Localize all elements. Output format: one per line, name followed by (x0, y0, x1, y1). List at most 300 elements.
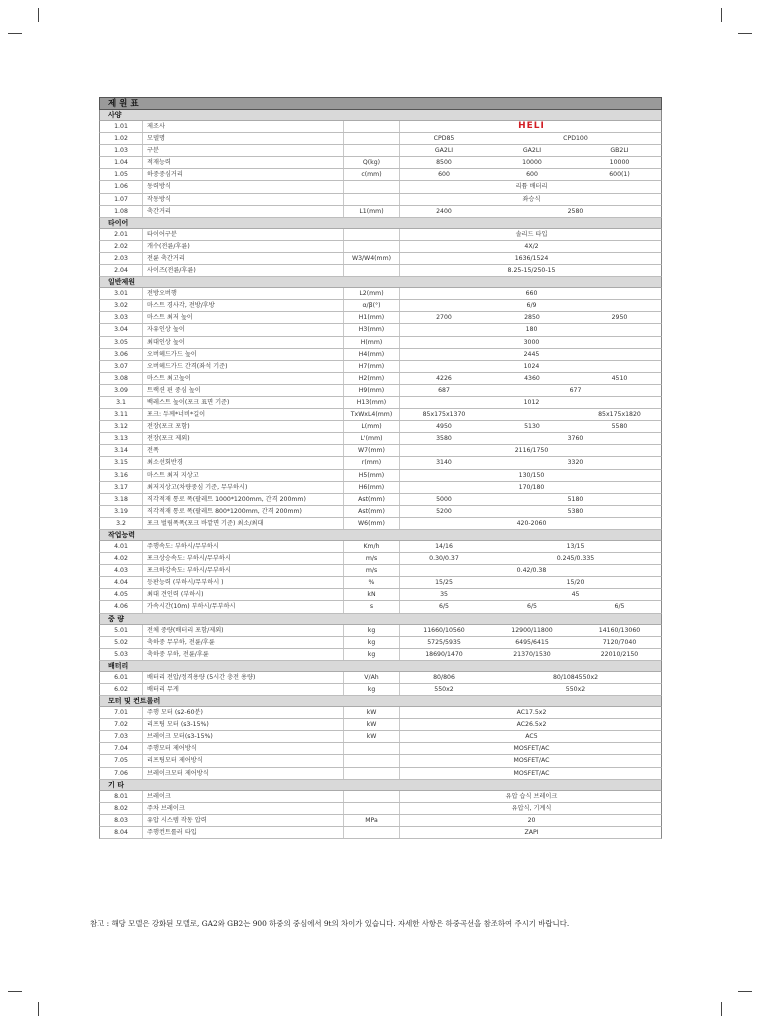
spec-unit: kW (343, 719, 400, 730)
spec-unit: kg (343, 637, 400, 648)
spec-unit: V/Ah (343, 672, 400, 683)
spec-number: 8.01 (114, 792, 128, 800)
spec-value: 6/5 (614, 603, 625, 611)
spec-unit: H5(mm) (343, 470, 400, 481)
spec-name: 전륜 축간거리 (142, 253, 343, 264)
spec-name: 포크상승속도: 부하시/무부하시 (142, 553, 343, 564)
spec-name: 직각적재 통로 폭(팔레트 800*1200mm, 간격 200mm) (142, 506, 343, 517)
spec-value: 5725/5935 (427, 638, 461, 646)
spec-value: 6/9 (526, 302, 537, 310)
spec-value: 20 (527, 816, 536, 824)
spec-unit (343, 265, 400, 276)
spec-number: 8.04 (114, 828, 128, 836)
spec-value: 2580 (567, 207, 584, 215)
spec-value: 1636/1524 (514, 254, 549, 262)
spec-value: 5130 (524, 423, 540, 431)
spec-value: 14160/13060 (598, 626, 641, 634)
spec-value: 3760 (567, 435, 584, 443)
spec-value: 5380 (567, 507, 584, 515)
spec-value: 2700 (436, 314, 452, 322)
spec-number: 1.05 (114, 171, 128, 179)
spec-number: 3.17 (114, 483, 128, 491)
spec-value: 660 (525, 290, 538, 298)
spec-value: 10000 (522, 159, 542, 167)
table-row (99, 672, 662, 684)
spec-number: 3.01 (114, 290, 128, 298)
table-row (99, 553, 662, 565)
spec-unit: kW (343, 731, 400, 742)
spec-value: 15/25 (435, 579, 453, 587)
table-row (99, 253, 662, 265)
spec-number: 3.13 (114, 435, 128, 443)
spec-unit (343, 755, 400, 766)
spec-unit: Km/h (343, 541, 400, 552)
spec-value: 10000 (609, 159, 630, 167)
table-row (99, 145, 662, 157)
spec-unit: kW (343, 707, 400, 718)
spec-unit: H13(mm) (343, 397, 400, 408)
spec-value: 2400 (436, 207, 452, 215)
spec-unit (343, 229, 400, 240)
table-row (99, 312, 662, 324)
spec-name: 축하중 부하, 전륜/후륜 (142, 649, 343, 660)
spec-value: 3580 (436, 435, 452, 443)
spec-name: 최소선회반경 (142, 457, 343, 468)
table-row (99, 421, 662, 433)
spec-value: 8.25-15/250-15 (507, 267, 556, 275)
spec-unit: kg (343, 649, 400, 660)
spec-name: 축하중 무부하, 전륜/후륜 (142, 637, 343, 648)
spec-number: 4.06 (114, 603, 128, 611)
spec-value: 1024 (523, 362, 540, 370)
spec-unit: L'(mm) (343, 433, 400, 444)
table-row (99, 601, 662, 613)
spec-name: 마스트 최고높이 (142, 373, 343, 384)
spec-name: 가속시간(10m) 부하시/무부하시 (142, 601, 343, 612)
spec-value: CPD85 (433, 135, 455, 143)
spec-value: 5180 (567, 495, 584, 503)
spec-number: 3.08 (114, 374, 128, 382)
spec-value: 좌승식 (522, 195, 541, 203)
spec-unit: H1(mm) (343, 312, 400, 323)
spec-value: 600 (526, 171, 538, 179)
table-row (99, 791, 662, 803)
table-row (99, 815, 662, 827)
spec-value: 5200 (436, 507, 452, 515)
spec-unit: α/β(°) (343, 300, 400, 311)
table-row (99, 194, 662, 206)
spec-value: 8500 (436, 159, 452, 167)
spec-name: 축간거리 (142, 206, 343, 217)
spec-number: 7.01 (114, 709, 128, 717)
spec-unit: kN (343, 589, 400, 600)
spec-value: 0.42/0.38 (516, 567, 547, 575)
spec-value: 2850 (524, 314, 540, 322)
spec-value: 14/16 (435, 543, 453, 550)
spec-number: 7.05 (114, 757, 128, 765)
spec-unit: Ast(mm) (343, 494, 400, 505)
spec-unit: H(mm) (343, 337, 400, 348)
spec-unit (343, 121, 400, 132)
table-row (99, 541, 662, 553)
spec-number: 5.03 (114, 650, 128, 658)
spec-value: 687 (438, 386, 450, 394)
section-header: 중 량 (99, 614, 662, 625)
spec-name: 전체 중량(배터리 포함/제외) (142, 625, 343, 636)
spec-name: 브레이크모터 제어방식 (142, 768, 343, 779)
spec-unit: kg (343, 684, 400, 695)
spec-value: 0.245/0.335 (556, 555, 595, 563)
spec-name: 리프팅 모터 (s3-15%) (142, 719, 343, 730)
spec-number: 7.06 (114, 769, 128, 777)
spec-value: 4510 (611, 374, 628, 382)
table-row (99, 206, 662, 218)
table-row (99, 755, 662, 767)
table-row (99, 337, 662, 349)
spec-value: 420-2060 (516, 519, 547, 527)
spec-unit (343, 791, 400, 802)
spec-name: 제조사 (142, 121, 343, 132)
spec-name: 하중중심거리 (142, 169, 343, 180)
spec-name: 오버헤드가드 높이 (142, 349, 343, 360)
spec-value: 550x2 (565, 685, 586, 693)
spec-number: 3.14 (114, 447, 128, 455)
spec-value: 600 (438, 171, 450, 179)
spec-value: GA2LI (434, 147, 454, 155)
spec-unit: H2(mm) (343, 373, 400, 384)
table-row (99, 684, 662, 696)
spec-unit: Q(kg) (343, 157, 400, 168)
spec-number: 4.05 (114, 591, 128, 599)
spec-value: 18690/1470 (425, 650, 463, 658)
table-row (99, 300, 662, 312)
section-header: 배터리 (99, 661, 662, 672)
spec-unit: L2(mm) (343, 288, 400, 299)
spec-name: 마스트 최저 높이 (142, 312, 343, 323)
table-row (99, 361, 662, 373)
table-row (99, 494, 662, 506)
table-row (99, 577, 662, 589)
spec-name: 주행속도: 부하시/무부하시 (142, 541, 343, 552)
spec-value: 0.30/0.37 (429, 555, 459, 563)
spec-value: 600(1) (609, 171, 630, 179)
spec-name: 최대 견인력 (부하시) (142, 589, 343, 600)
table-row (99, 518, 662, 530)
spec-name: 사이즈(전륜/후륜) (142, 265, 343, 276)
spec-name: 배터리 전압/정격용량 (5시간 충전 용량) (142, 672, 343, 683)
spec-name: 동력방식 (142, 181, 343, 192)
spec-value: 솔리드 타입 (515, 230, 548, 238)
spec-name: 타이어구분 (142, 229, 343, 240)
table-row (99, 482, 662, 494)
spec-name: 주차 브레이크 (142, 803, 343, 814)
spec-number: 2.04 (114, 267, 128, 275)
spec-value: 677 (569, 386, 582, 394)
spec-value: AC26.5x2 (516, 721, 547, 729)
table-row (99, 768, 662, 780)
spec-number: 6.01 (114, 673, 128, 681)
spec-value: 35 (440, 591, 448, 599)
section-header: 기 타 (99, 780, 662, 791)
spec-value: 6/5 (439, 603, 449, 611)
spec-value: 15/20 (566, 579, 585, 587)
spec-name: 구분 (142, 145, 343, 156)
spec-value: 3000 (523, 338, 540, 346)
spec-name: 포크하강속도: 부하시/무부하시 (142, 565, 343, 576)
table-row (99, 625, 662, 637)
spec-number: 1.04 (114, 159, 128, 167)
spec-unit: L(mm) (343, 421, 400, 432)
spec-number: 3.11 (114, 411, 128, 419)
spec-table (99, 97, 662, 839)
spec-name: 주행컨트롤러 타입 (142, 827, 343, 838)
section-header: 일반제원 (99, 277, 662, 288)
spec-value: 80/806 (433, 673, 455, 681)
spec-value: 80/1084550x2 (552, 673, 599, 681)
spec-name: 최저지상고(차량중심 기준, 무부하시) (142, 482, 343, 493)
spec-name: 적재능력 (142, 157, 343, 168)
spec-number: 3.12 (114, 423, 128, 431)
spec-unit: H3(mm) (343, 324, 400, 335)
spec-value: 85x175x1370 (422, 411, 466, 419)
spec-number: 4.03 (114, 567, 128, 575)
spec-name: 주행 모터 (s2-60분) (142, 707, 343, 718)
spec-value: 5580 (611, 423, 628, 431)
spec-unit: r(mm) (343, 457, 400, 468)
spec-number: 5.01 (114, 626, 128, 634)
crop-mark (38, 1002, 39, 1016)
spec-value: AC17.5x2 (516, 709, 547, 717)
spec-name: 브레이크 (142, 791, 343, 802)
spec-number: 3.05 (114, 338, 128, 346)
table-row (99, 719, 662, 731)
crop-mark (8, 991, 22, 992)
spec-number: 3.2 (116, 519, 126, 527)
spec-name: 최대인상 높이 (142, 337, 343, 348)
spec-value: MOSFET/AC (513, 745, 550, 753)
spec-unit: W6(mm) (343, 518, 400, 529)
spec-value: 7120/7040 (602, 638, 637, 646)
spec-unit: kg (343, 625, 400, 636)
table-row (99, 157, 662, 169)
spec-unit: m/s (343, 565, 400, 576)
spec-name: 전장(포크 포함) (142, 421, 343, 432)
table-row (99, 409, 662, 421)
heli-logo: HELI (518, 121, 545, 131)
spec-unit: H9(mm) (343, 385, 400, 396)
spec-value: 1012 (523, 398, 540, 406)
spec-value: 유압식, 기계식 (511, 804, 552, 812)
spec-unit (343, 241, 400, 252)
spec-number: 1.02 (114, 135, 128, 143)
spec-value: 3140 (436, 459, 452, 467)
table-row (99, 349, 662, 361)
spec-number: 4.04 (114, 579, 128, 587)
table-row (99, 565, 662, 577)
table-row (99, 397, 662, 409)
spec-value: 6495/6415 (515, 638, 549, 646)
table-row (99, 265, 662, 277)
spec-unit: m/s (343, 553, 400, 564)
spec-number: 5.02 (114, 638, 128, 646)
spec-value: 3320 (567, 459, 584, 467)
spec-unit: H7(mm) (343, 361, 400, 372)
spec-name: 개수(전륜/후륜) (142, 241, 343, 252)
spec-value: 45 (571, 591, 580, 599)
spec-number: 4.02 (114, 555, 128, 563)
spec-number: 1.06 (114, 183, 128, 191)
table-body (99, 110, 662, 839)
spec-value: 4226 (436, 374, 452, 382)
spec-value: GA2LI (522, 147, 542, 155)
spec-name: 포크 벌림폭폭(포크 바깥면 기준) 최소/최대 (142, 518, 343, 529)
spec-number: 1.07 (114, 195, 128, 203)
spec-number: 1.03 (114, 147, 128, 155)
spec-name: 등판능력 (부하시/무부하시 ) (142, 577, 343, 588)
spec-unit: Ast(mm) (343, 506, 400, 517)
spec-value: CPD100 (563, 135, 588, 143)
spec-number: 3.03 (114, 314, 128, 322)
table-row (99, 743, 662, 755)
spec-number: 3.09 (114, 386, 128, 394)
spec-number: 3.19 (114, 507, 128, 515)
table-row (99, 433, 662, 445)
spec-number: 3.1 (116, 398, 126, 406)
table-row (99, 731, 662, 743)
spec-name: 백레스트 높이(포크 표면 기준) (142, 397, 343, 408)
spec-value: AC5 (525, 733, 538, 741)
spec-name: 작동방식 (142, 194, 343, 205)
spec-value: 11660/10560 (423, 626, 465, 634)
footnote: 참고 : 해당 모델은 강화된 모델로, GA2와 GB2는 900 하중의 중심에서 9t의 차이가 있습니다. 자세한 사항은 하중곡선을 참조하여 주시기 바랍니다. (90, 919, 570, 928)
spec-number: 3.02 (114, 302, 128, 310)
spec-number: 3.18 (114, 495, 128, 503)
spec-value: ZAPI (524, 828, 539, 836)
spec-unit: W3/W4(mm) (343, 253, 400, 264)
spec-value: 5000 (436, 495, 452, 503)
crop-mark (721, 8, 722, 22)
spec-unit (343, 743, 400, 754)
spec-number: 8.02 (114, 804, 128, 812)
crop-mark (8, 33, 22, 34)
spec-unit (343, 181, 400, 192)
table-row (99, 121, 662, 133)
spec-number: 6.02 (114, 685, 128, 693)
spec-name: 전폭 (142, 445, 343, 456)
spec-value: 4950 (436, 423, 452, 431)
spec-unit: H4(mm) (343, 349, 400, 360)
spec-value: 2445 (523, 350, 540, 358)
spec-name: 직각적재 통로 폭(팔레트 1000*1200mm, 간격 200mm) (142, 494, 343, 505)
spec-name: 주행모터 제어방식 (142, 743, 343, 754)
spec-name: 마스트 최저 지상고 (142, 470, 343, 481)
table-row (99, 373, 662, 385)
spec-number: 3.04 (114, 326, 128, 334)
spec-number: 3.16 (114, 471, 128, 479)
section-header: 모터 및 컨트롤러 (99, 696, 662, 707)
spec-unit: W7(mm) (343, 445, 400, 456)
spec-unit (343, 768, 400, 779)
spec-number: 4.01 (114, 543, 128, 550)
section-header: 작업능력 (99, 530, 662, 541)
spec-unit: c(mm) (343, 169, 400, 180)
table-row (99, 133, 662, 145)
spec-unit: % (343, 577, 400, 588)
spec-unit: MPa (343, 815, 400, 826)
table-row (99, 707, 662, 719)
crop-mark (38, 8, 39, 22)
spec-value: 22010/2150 (600, 650, 639, 658)
spec-unit: L1(mm) (343, 206, 400, 217)
spec-value: 4360 (524, 374, 540, 382)
spec-number: 7.04 (114, 745, 128, 753)
crop-mark (721, 1002, 722, 1016)
spec-number: 2.01 (114, 230, 128, 238)
spec-value: 리튬 배터리 (515, 183, 548, 191)
table-row (99, 181, 662, 193)
spec-number: 3.15 (114, 459, 128, 467)
spec-value: 유압 습식 브레이크 (505, 792, 558, 800)
spec-name: 마스트 경사각, 전방/후방 (142, 300, 343, 311)
table-row (99, 470, 662, 482)
table-row (99, 229, 662, 241)
spec-unit: H6(mm) (343, 482, 400, 493)
spec-value: 130/150 (518, 471, 545, 479)
spec-unit (343, 133, 400, 144)
spec-value: 180 (525, 326, 538, 334)
table-row (99, 288, 662, 300)
spec-number: 3.06 (114, 350, 128, 358)
spec-name: 트랙션 핀 중심 높이 (142, 385, 343, 396)
table-row (99, 324, 662, 336)
spec-value: 550x2 (434, 685, 454, 693)
spec-value: 13/15 (566, 543, 585, 550)
spec-value: 170/180 (518, 483, 545, 491)
spec-unit: s (343, 601, 400, 612)
table-row (99, 241, 662, 253)
spec-name: 브레이크 모터(s3-15%) (142, 731, 343, 742)
spec-value: 2950 (611, 314, 628, 322)
spec-name: 전방오버행 (142, 288, 343, 299)
section-header: 타이어 (99, 218, 662, 229)
table-row (99, 827, 662, 839)
spec-number: 2.02 (114, 242, 128, 250)
table-row (99, 445, 662, 457)
crop-mark (738, 33, 752, 34)
spec-unit: TxWxL4(mm) (343, 409, 400, 420)
spec-value: 12900/11800 (511, 626, 553, 634)
spec-number: 7.02 (114, 721, 128, 729)
spec-unit (343, 194, 400, 205)
spec-name: 모델명 (142, 133, 343, 144)
spec-name: 오버헤드가드 간격(좌석 기준) (142, 361, 343, 372)
spec-unit (343, 145, 400, 156)
spec-number: 1.08 (114, 207, 128, 215)
table-row (99, 803, 662, 815)
spec-name: 배터리 무게 (142, 684, 343, 695)
spec-unit (343, 827, 400, 838)
table-title: 제 원 표 (99, 97, 662, 110)
spec-name: 유압 시스템 작동 압력 (142, 815, 343, 826)
spec-value: MOSFET/AC (513, 757, 550, 765)
spec-value: MOSFET/AC (513, 769, 550, 777)
spec-name: 전장(포크 제외) (142, 433, 343, 444)
spec-value: 4X/2 (524, 242, 539, 250)
spec-value: 21370/1530 (513, 650, 551, 658)
table-row (99, 506, 662, 518)
table-row (99, 457, 662, 469)
spec-unit (343, 803, 400, 814)
